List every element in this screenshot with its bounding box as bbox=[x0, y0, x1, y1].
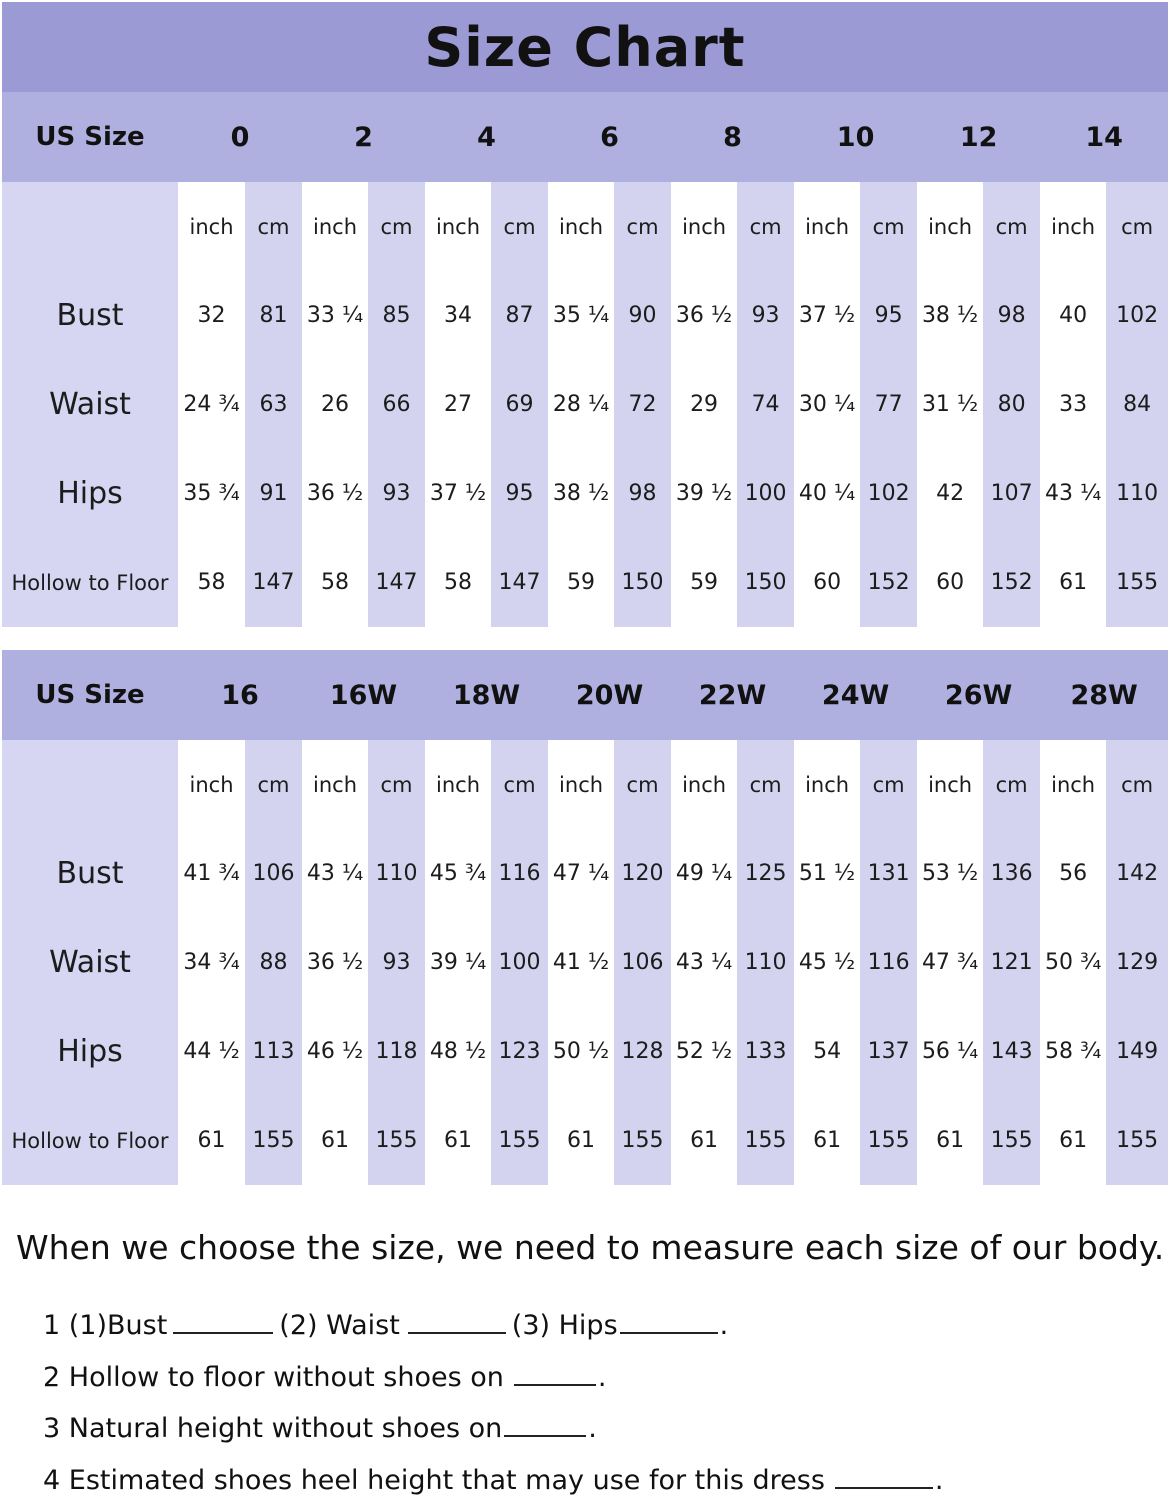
cm-value-cell: 106 bbox=[245, 829, 302, 918]
inch-value-cell: 51 ½ bbox=[794, 829, 860, 918]
inch-value-cell: 49 ¼ bbox=[671, 829, 737, 918]
cm-value-cell: 100 bbox=[737, 449, 794, 538]
cm-value-cell: 121 bbox=[983, 918, 1040, 1007]
inch-value-cell: 61 bbox=[178, 1096, 245, 1185]
cm-value-cell: 100 bbox=[491, 918, 548, 1007]
cm-value-cell: 72 bbox=[614, 360, 671, 449]
size-header-row bbox=[2, 92, 1168, 182]
inch-value-cell: 41 ¾ bbox=[178, 829, 245, 918]
cm-value-cell: 155 bbox=[737, 1096, 794, 1185]
size-header-cell: 0 bbox=[178, 92, 302, 182]
inch-value-cell: 58 bbox=[425, 538, 491, 627]
size-header-cell: 4 bbox=[425, 92, 548, 182]
inch-value-cell: 53 ½ bbox=[917, 829, 983, 918]
inch-value-cell: 41 ½ bbox=[548, 918, 614, 1007]
inch-value-cell: 37 ½ bbox=[425, 449, 491, 538]
unit-cm-cell: cm bbox=[860, 740, 917, 829]
cm-value-cell: 155 bbox=[368, 1096, 425, 1185]
size-header-cell: 16 bbox=[178, 650, 302, 740]
q1-period: . bbox=[719, 1310, 729, 1341]
unit-inch-cell: inch bbox=[671, 182, 737, 271]
cm-value-cell: 80 bbox=[983, 360, 1040, 449]
size-header-row bbox=[2, 650, 1168, 740]
unit-cm-cell: cm bbox=[491, 182, 548, 271]
cm-value-cell: 87 bbox=[491, 271, 548, 360]
cm-value-cell: 102 bbox=[860, 449, 917, 538]
inch-value-cell: 34 bbox=[425, 271, 491, 360]
measurement-label: Hips bbox=[2, 1007, 178, 1096]
size-header-cell: 14 bbox=[1040, 92, 1168, 182]
measurement-label: Waist bbox=[2, 918, 178, 1007]
cm-value-cell: 155 bbox=[983, 1096, 1040, 1185]
unit-inch-cell: inch bbox=[917, 740, 983, 829]
cm-value-cell: 102 bbox=[1106, 271, 1168, 360]
size-header-cell: 24W bbox=[794, 650, 917, 740]
inch-value-cell: 61 bbox=[548, 1096, 614, 1185]
size-header-cell: 22W bbox=[671, 650, 794, 740]
inch-value-cell: 39 ½ bbox=[671, 449, 737, 538]
measurement-row bbox=[2, 538, 1168, 627]
measurement-label: Bust bbox=[2, 829, 178, 918]
cm-value-cell: 129 bbox=[1106, 918, 1168, 1007]
cm-value-cell: 123 bbox=[491, 1007, 548, 1096]
unit-cm-cell: cm bbox=[737, 740, 794, 829]
cm-value-cell: 125 bbox=[737, 829, 794, 918]
size-table bbox=[2, 650, 1168, 1185]
size-header-cell: 12 bbox=[917, 92, 1040, 182]
inch-value-cell: 29 bbox=[671, 360, 737, 449]
inch-value-cell: 37 ½ bbox=[794, 271, 860, 360]
unit-cm-cell: cm bbox=[368, 182, 425, 271]
unit-cm-cell: cm bbox=[614, 740, 671, 829]
cm-value-cell: 88 bbox=[245, 918, 302, 1007]
cm-value-cell: 147 bbox=[245, 538, 302, 627]
size-header-cell: 18W bbox=[425, 650, 548, 740]
inch-value-cell: 47 ¾ bbox=[917, 918, 983, 1007]
inch-value-cell: 61 bbox=[425, 1096, 491, 1185]
question-4 bbox=[43, 1463, 944, 1496]
cm-value-cell: 98 bbox=[983, 271, 1040, 360]
cm-value-cell: 150 bbox=[614, 538, 671, 627]
unit-row-label bbox=[2, 182, 178, 271]
unit-row-label bbox=[2, 740, 178, 829]
measurement-label: Hollow to Floor bbox=[2, 1096, 178, 1185]
measurement-row bbox=[2, 449, 1168, 538]
measurement-row bbox=[2, 1096, 1168, 1185]
size-header-cell: 10 bbox=[794, 92, 917, 182]
cm-value-cell: 90 bbox=[614, 271, 671, 360]
cm-value-cell: 149 bbox=[1106, 1007, 1168, 1096]
q3-period: . bbox=[588, 1413, 597, 1444]
cm-value-cell: 136 bbox=[983, 829, 1040, 918]
unit-inch-cell: inch bbox=[302, 182, 368, 271]
cm-value-cell: 113 bbox=[245, 1007, 302, 1096]
inch-value-cell: 27 bbox=[425, 360, 491, 449]
inch-value-cell: 42 bbox=[917, 449, 983, 538]
cm-value-cell: 110 bbox=[737, 918, 794, 1007]
hollow-blank bbox=[514, 1360, 596, 1386]
size-header-cell: 16W bbox=[302, 650, 425, 740]
unit-inch-cell: inch bbox=[548, 182, 614, 271]
cm-value-cell: 116 bbox=[860, 918, 917, 1007]
cm-value-cell: 155 bbox=[1106, 1096, 1168, 1185]
cm-value-cell: 152 bbox=[860, 538, 917, 627]
inch-value-cell: 36 ½ bbox=[302, 918, 368, 1007]
size-table-standard bbox=[2, 92, 1168, 627]
unit-cm-cell: cm bbox=[614, 182, 671, 271]
cm-value-cell: 155 bbox=[491, 1096, 548, 1185]
q1-hips-label: (3) Hips bbox=[511, 1310, 618, 1341]
cm-value-cell: 95 bbox=[860, 271, 917, 360]
inch-value-cell: 43 ¼ bbox=[302, 829, 368, 918]
inch-value-cell: 46 ½ bbox=[302, 1007, 368, 1096]
inch-value-cell: 38 ½ bbox=[917, 271, 983, 360]
inch-value-cell: 50 ½ bbox=[548, 1007, 614, 1096]
unit-cm-cell: cm bbox=[1106, 740, 1168, 829]
inch-value-cell: 61 bbox=[302, 1096, 368, 1185]
inch-value-cell: 56 ¼ bbox=[917, 1007, 983, 1096]
size-table-plus bbox=[2, 650, 1168, 1185]
size-header-cell: 28W bbox=[1040, 650, 1168, 740]
size-header-cell: 2 bbox=[302, 92, 425, 182]
inch-value-cell: 36 ½ bbox=[302, 449, 368, 538]
cm-value-cell: 147 bbox=[368, 538, 425, 627]
inch-value-cell: 61 bbox=[671, 1096, 737, 1185]
cm-value-cell: 133 bbox=[737, 1007, 794, 1096]
q2-period: . bbox=[597, 1362, 607, 1393]
inch-value-cell: 40 bbox=[1040, 271, 1106, 360]
cm-value-cell: 93 bbox=[368, 918, 425, 1007]
unit-cm-cell: cm bbox=[860, 182, 917, 271]
inch-value-cell: 61 bbox=[1040, 1096, 1106, 1185]
height-blank bbox=[504, 1411, 586, 1437]
cm-value-cell: 85 bbox=[368, 271, 425, 360]
question-1 bbox=[43, 1308, 728, 1341]
unit-inch-cell: inch bbox=[917, 182, 983, 271]
inch-value-cell: 33 bbox=[1040, 360, 1106, 449]
unit-cm-cell: cm bbox=[1106, 182, 1168, 271]
cm-value-cell: 116 bbox=[491, 829, 548, 918]
cm-value-cell: 91 bbox=[245, 449, 302, 538]
inch-value-cell: 35 ¼ bbox=[548, 271, 614, 360]
cm-value-cell: 131 bbox=[860, 829, 917, 918]
cm-value-cell: 93 bbox=[368, 449, 425, 538]
unit-inch-cell: inch bbox=[178, 740, 245, 829]
cm-value-cell: 118 bbox=[368, 1007, 425, 1096]
unit-inch-cell: inch bbox=[425, 740, 491, 829]
size-header-cell: 6 bbox=[548, 92, 671, 182]
waist-blank bbox=[408, 1308, 506, 1334]
cm-value-cell: 93 bbox=[737, 271, 794, 360]
inch-value-cell: 59 bbox=[671, 538, 737, 627]
inch-value-cell: 28 ¼ bbox=[548, 360, 614, 449]
inch-value-cell: 40 ¼ bbox=[794, 449, 860, 538]
hips-blank bbox=[620, 1308, 718, 1334]
unit-inch-cell: inch bbox=[425, 182, 491, 271]
question-2 bbox=[43, 1360, 606, 1393]
heel-blank bbox=[835, 1463, 933, 1489]
unit-cm-cell: cm bbox=[983, 182, 1040, 271]
inch-value-cell: 32 bbox=[178, 271, 245, 360]
inch-value-cell: 61 bbox=[794, 1096, 860, 1185]
cm-value-cell: 152 bbox=[983, 538, 1040, 627]
cm-value-cell: 147 bbox=[491, 538, 548, 627]
inch-value-cell: 43 ¼ bbox=[1040, 449, 1106, 538]
cm-value-cell: 74 bbox=[737, 360, 794, 449]
inch-value-cell: 45 ¾ bbox=[425, 829, 491, 918]
measurement-row bbox=[2, 1007, 1168, 1096]
unit-inch-cell: inch bbox=[794, 740, 860, 829]
cm-value-cell: 107 bbox=[983, 449, 1040, 538]
cm-value-cell: 84 bbox=[1106, 360, 1168, 449]
inch-value-cell: 26 bbox=[302, 360, 368, 449]
inch-value-cell: 31 ½ bbox=[917, 360, 983, 449]
measurement-label: Hollow to Floor bbox=[2, 538, 178, 627]
q1-bust-label: 1 (1)Bust bbox=[43, 1310, 168, 1341]
us-size-label: US Size bbox=[2, 92, 178, 182]
cm-value-cell: 81 bbox=[245, 271, 302, 360]
cm-value-cell: 66 bbox=[368, 360, 425, 449]
unit-row bbox=[2, 740, 1168, 829]
unit-cm-cell: cm bbox=[368, 740, 425, 829]
size-header-cell: 26W bbox=[917, 650, 1040, 740]
unit-cm-cell: cm bbox=[737, 182, 794, 271]
inch-value-cell: 38 ½ bbox=[548, 449, 614, 538]
inch-value-cell: 43 ¼ bbox=[671, 918, 737, 1007]
cm-value-cell: 142 bbox=[1106, 829, 1168, 918]
cm-value-cell: 155 bbox=[860, 1096, 917, 1185]
inch-value-cell: 58 ¾ bbox=[1040, 1007, 1106, 1096]
inch-value-cell: 47 ¼ bbox=[548, 829, 614, 918]
cm-value-cell: 150 bbox=[737, 538, 794, 627]
unit-cm-cell: cm bbox=[491, 740, 548, 829]
inch-value-cell: 54 bbox=[794, 1007, 860, 1096]
inch-value-cell: 45 ½ bbox=[794, 918, 860, 1007]
measurement-row bbox=[2, 271, 1168, 360]
inch-value-cell: 36 ½ bbox=[671, 271, 737, 360]
measurement-row bbox=[2, 829, 1168, 918]
cm-value-cell: 155 bbox=[245, 1096, 302, 1185]
unit-cm-cell: cm bbox=[245, 740, 302, 829]
measure-intro-text: When we choose the size, we need to measure each size of our body. bbox=[16, 1228, 1165, 1267]
size-header-cell: 20W bbox=[548, 650, 671, 740]
inch-value-cell: 48 ½ bbox=[425, 1007, 491, 1096]
us-size-label: US Size bbox=[2, 650, 178, 740]
size-table bbox=[2, 92, 1168, 627]
inch-value-cell: 59 bbox=[548, 538, 614, 627]
cm-value-cell: 106 bbox=[614, 918, 671, 1007]
cm-value-cell: 143 bbox=[983, 1007, 1040, 1096]
inch-value-cell: 60 bbox=[794, 538, 860, 627]
measurement-row bbox=[2, 918, 1168, 1007]
measurement-row bbox=[2, 360, 1168, 449]
cm-value-cell: 69 bbox=[491, 360, 548, 449]
unit-cm-cell: cm bbox=[245, 182, 302, 271]
unit-inch-cell: inch bbox=[1040, 740, 1106, 829]
unit-inch-cell: inch bbox=[794, 182, 860, 271]
cm-value-cell: 110 bbox=[1106, 449, 1168, 538]
inch-value-cell: 33 ¼ bbox=[302, 271, 368, 360]
unit-inch-cell: inch bbox=[178, 182, 245, 271]
inch-value-cell: 52 ½ bbox=[671, 1007, 737, 1096]
inch-value-cell: 30 ¼ bbox=[794, 360, 860, 449]
measurement-label: Bust bbox=[2, 271, 178, 360]
inch-value-cell: 58 bbox=[178, 538, 245, 627]
inch-value-cell: 61 bbox=[917, 1096, 983, 1185]
q4-label: 4 Estimated shoes heel height that may use for this dress bbox=[43, 1465, 825, 1496]
unit-inch-cell: inch bbox=[548, 740, 614, 829]
size-chart-title-bar bbox=[2, 2, 1168, 92]
cm-value-cell: 155 bbox=[614, 1096, 671, 1185]
q1-waist-label: (2) Waist bbox=[279, 1310, 400, 1341]
inch-value-cell: 24 ¾ bbox=[178, 360, 245, 449]
cm-value-cell: 63 bbox=[245, 360, 302, 449]
cm-value-cell: 137 bbox=[860, 1007, 917, 1096]
inch-value-cell: 44 ½ bbox=[178, 1007, 245, 1096]
inch-value-cell: 35 ¾ bbox=[178, 449, 245, 538]
inch-value-cell: 34 ¾ bbox=[178, 918, 245, 1007]
inch-value-cell: 60 bbox=[917, 538, 983, 627]
unit-inch-cell: inch bbox=[302, 740, 368, 829]
q2-label: 2 Hollow to floor without shoes on bbox=[43, 1362, 504, 1393]
size-header-cell: 8 bbox=[671, 92, 794, 182]
inch-value-cell: 61 bbox=[1040, 538, 1106, 627]
q3-label: 3 Natural height without shoes on bbox=[43, 1413, 503, 1444]
unit-inch-cell: inch bbox=[671, 740, 737, 829]
inch-value-cell: 58 bbox=[302, 538, 368, 627]
cm-value-cell: 110 bbox=[368, 829, 425, 918]
inch-value-cell: 50 ¾ bbox=[1040, 918, 1106, 1007]
measurement-label: Hips bbox=[2, 449, 178, 538]
unit-inch-cell: inch bbox=[1040, 182, 1106, 271]
q4-period: . bbox=[934, 1465, 944, 1496]
cm-value-cell: 128 bbox=[614, 1007, 671, 1096]
bust-blank bbox=[173, 1308, 273, 1334]
cm-value-cell: 120 bbox=[614, 829, 671, 918]
unit-cm-cell: cm bbox=[983, 740, 1040, 829]
cm-value-cell: 98 bbox=[614, 449, 671, 538]
cm-value-cell: 77 bbox=[860, 360, 917, 449]
inch-value-cell: 56 bbox=[1040, 829, 1106, 918]
page-title: Size Chart bbox=[424, 16, 746, 79]
inch-value-cell: 39 ¼ bbox=[425, 918, 491, 1007]
question-3 bbox=[43, 1411, 597, 1444]
measurement-label: Waist bbox=[2, 360, 178, 449]
cm-value-cell: 95 bbox=[491, 449, 548, 538]
unit-row bbox=[2, 182, 1168, 271]
cm-value-cell: 155 bbox=[1106, 538, 1168, 627]
